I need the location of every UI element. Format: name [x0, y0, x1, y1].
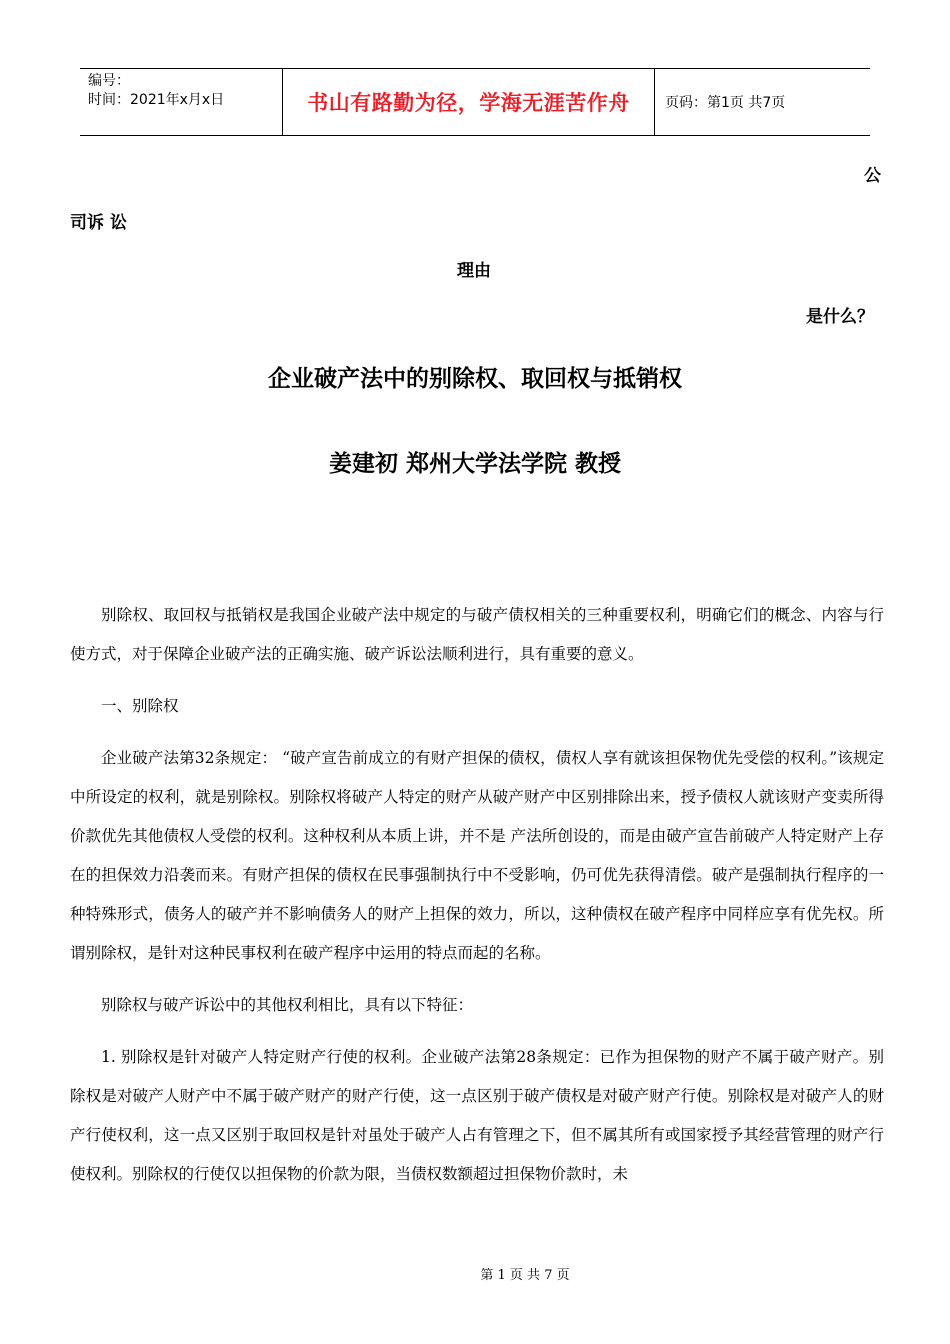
- header-page-cell: [655, 69, 870, 135]
- number-label: 编号：: [88, 73, 130, 89]
- header-left-cell: [80, 69, 282, 135]
- page-info: 页码：第1页 共7页: [665, 95, 786, 111]
- document-body: [70, 596, 884, 1194]
- paragraph-features-intro: 别除权与破产诉讼中的其他权利相比，具有以下特征：: [101, 996, 474, 1014]
- author-line: 姜建初 郑州大学法学院 教授: [328, 451, 621, 477]
- time-label: 时间：2021年x月x日: [88, 92, 225, 108]
- paragraph-feature-1: 1. 别除权是针对破产人特定财产行使的权利。企业破产法第28条规定：已作为担保物的财产不属于破产财产。别除权是对破产人财产中不属于破产财产的财产行使，这一点区别于破产债权是对破产财产行使。别除权是对破产人的财产行使权利，这一点又区别于取回权是针对虽处于破产人占有管理之下，但不属其所有或国家授予其经营管理的财产行使权利。别除权的行使仅以担保物的价款为限，当债权数额超过担保物价款时，未: [70, 1048, 884, 1183]
- scattered-shishenme: 是什么？: [806, 307, 874, 327]
- paragraph-intro: 别除权、取回权与抵销权是我国企业破产法中规定的与破产债权相关的三种重要权利，明确它们的概念、内容与行使方式，对于保障企业破产法的正确实施、破产诉讼法顺利进行，具有重要的意义。: [70, 606, 884, 663]
- scattered-liyou: 理由: [457, 261, 491, 281]
- scattered-gong: 公: [864, 166, 881, 186]
- document-title: 企业破产法中的别除权、取回权与抵销权: [268, 366, 682, 392]
- motto-text: 书山有路勤为径，学海无涯苦作舟: [307, 91, 630, 115]
- header-table: [80, 68, 870, 136]
- header-motto-cell: [282, 69, 655, 135]
- paragraph-article32: 企业破产法第32条规定： “破产宣告前成立的有财产担保的债权，债权人享有就该担保物优先受偿的权利。”该规定中所设定的权利，就是别除权。别除权将破产人特定的财产从破产财产中区别排除出来，授予债权人就该财产变卖所得价款优先其他债权人受偿的权利。这种权利从本质上讲，并不是 产法所创设的，而是由破产宣告前破产人特定财产上存在的担保效力沿袭而来。有财产担保的债权在民事强制执行中不受影响，仍可优先获得清偿。破产是强制执行程序的一种特殊形式，债务人的破产并不影响债务人的财产上担保的效力，所以，这种债权在破产程序中同样应享有优先权。所谓别除权，是针对这种民事权利在破产程序中运用的特点而起的名称。: [70, 749, 884, 962]
- page-footer: 第 1 页 共 7 页: [480, 1268, 570, 1283]
- scattered-sisong: 司诉 讼: [70, 213, 127, 233]
- section-heading: 一、别除权: [101, 697, 179, 715]
